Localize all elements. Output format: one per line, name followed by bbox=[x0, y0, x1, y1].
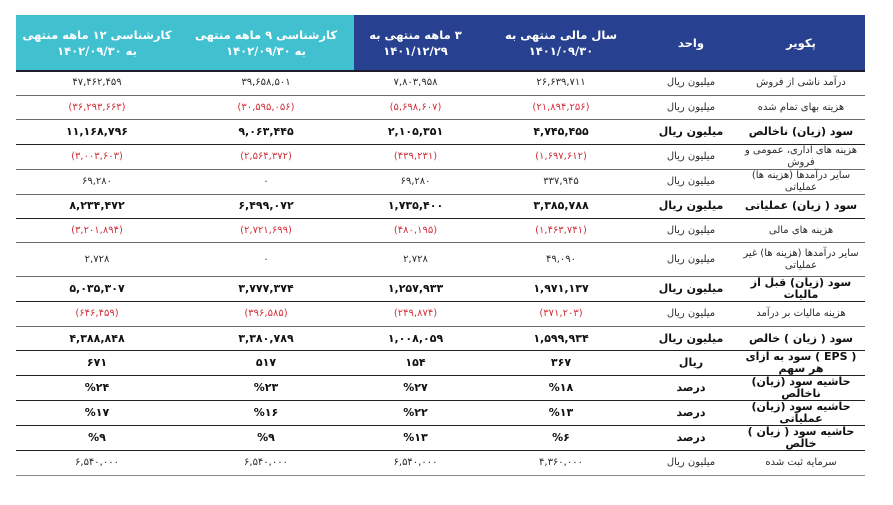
row-unit: میلیون ریال bbox=[645, 169, 737, 194]
row-value-negative: (۳۰,۵۹۵,۰۵۶) bbox=[178, 95, 354, 119]
row-value: ۲,۷۲۸ bbox=[16, 243, 178, 277]
table-row-margin bbox=[16, 376, 865, 401]
row-item: سود ( زیان) عملیاتی bbox=[737, 194, 865, 218]
row-value: ۴۹,۰۹۰ bbox=[477, 243, 645, 277]
row-item: ( EPS ) سود به ازای هر سهم bbox=[737, 351, 865, 376]
row-value: %۱۶ bbox=[178, 401, 354, 426]
row-item: سایر درآمدها (هزینه ها) عملیاتی bbox=[737, 169, 865, 194]
table-row-margin bbox=[16, 401, 865, 426]
row-unit: میلیون ریال bbox=[645, 71, 737, 95]
header-12-month-estimate bbox=[16, 15, 178, 71]
row-item: درآمد ناشی از فروش bbox=[737, 71, 865, 95]
row-value: ۶,۵۴۰,۰۰۰ bbox=[16, 451, 178, 475]
header-row bbox=[16, 15, 865, 71]
row-value: ۴۷,۴۶۲,۴۵۹ bbox=[16, 71, 178, 95]
header-3-month bbox=[354, 15, 477, 71]
row-value: ۰ bbox=[178, 243, 354, 277]
row-value: %۱۸ bbox=[477, 376, 645, 401]
header-3-month-line1: ۳ ماهه منتهی به bbox=[369, 27, 462, 42]
header-item-label: پکویر bbox=[786, 35, 816, 50]
row-value: ۵۱۷ bbox=[178, 351, 354, 376]
table-row-eps bbox=[16, 351, 865, 376]
row-unit: میلیون ریال bbox=[645, 120, 737, 144]
row-value-negative: (۶۴۶,۴۵۹) bbox=[16, 302, 178, 326]
row-value-negative: (۱,۶۹۷,۶۱۲) bbox=[477, 144, 645, 169]
row-item: سایر درآمدها (هزینه ها) غیر عملیاتی bbox=[737, 243, 865, 277]
row-value-negative: (۳۶,۲۹۳,۶۶۳) bbox=[16, 95, 178, 119]
row-value-negative: (۲۴۹,۸۷۴) bbox=[354, 302, 477, 326]
row-value: ۴,۷۴۵,۴۵۵ bbox=[477, 120, 645, 144]
row-item: هزینه مالیات بر درآمد bbox=[737, 302, 865, 326]
row-unit: ریال bbox=[645, 351, 737, 376]
table-row-subtotal bbox=[16, 120, 865, 144]
row-value: ۳۹,۶۵۸,۵۰۱ bbox=[178, 71, 354, 95]
row-value: ۱,۷۳۵,۴۰۰ bbox=[354, 194, 477, 218]
row-value: ۲۶,۶۳۹,۷۱۱ bbox=[477, 71, 645, 95]
row-value: %۹ bbox=[178, 426, 354, 451]
row-unit: میلیون ریال bbox=[645, 277, 737, 302]
row-value: %۲۴ bbox=[16, 376, 178, 401]
row-value: ۳,۷۷۷,۳۷۴ bbox=[178, 277, 354, 302]
header-item bbox=[737, 15, 865, 71]
row-value: ۹,۰۶۳,۴۴۵ bbox=[178, 120, 354, 144]
row-value-negative: (۲۱,۸۹۴,۲۵۶) bbox=[477, 95, 645, 119]
row-value: ۳۳۷,۹۴۵ bbox=[477, 169, 645, 194]
row-value-negative: (۴۳۹,۲۳۱) bbox=[354, 144, 477, 169]
row-item: حاشیه سود ( زیان ) خالص bbox=[737, 426, 865, 451]
row-value-negative: (۳,۲۰۱,۸۹۴) bbox=[16, 219, 178, 243]
row-value: ۷,۸۰۳,۹۵۸ bbox=[354, 71, 477, 95]
table-row bbox=[16, 302, 865, 326]
header-9-month-line1: کارشناسی ۹ ماهه منتهی bbox=[194, 27, 338, 42]
row-value: %۱۳ bbox=[354, 426, 477, 451]
header-12-month-date: به ۱۴۰۲/۰۹/۳۰ bbox=[57, 43, 137, 58]
row-item: هزینه های اداری، عمومی و فروش bbox=[737, 144, 865, 169]
row-item: سود (زیان) قبل از مالیات bbox=[737, 277, 865, 302]
row-unit: درصد bbox=[645, 376, 737, 401]
table-row bbox=[16, 95, 865, 119]
row-item: سود (زیان) ناخالص bbox=[737, 120, 865, 144]
row-value-negative: (۳,۰۰۳,۶۰۳) bbox=[16, 144, 178, 169]
table-header bbox=[16, 15, 865, 71]
row-value: ۶۷۱ bbox=[16, 351, 178, 376]
row-item: حاشیه سود (زیان) ناخالص bbox=[737, 376, 865, 401]
row-unit: میلیون ریال bbox=[645, 219, 737, 243]
row-value-negative: (۳۷۱,۲۰۳) bbox=[477, 302, 645, 326]
row-item: حاشیه سود (زیان) عملیاتی bbox=[737, 401, 865, 426]
row-value-negative: (۳۹۶,۵۸۵) bbox=[178, 302, 354, 326]
header-unit-label: واحد bbox=[677, 35, 705, 50]
row-value: ۲,۷۲۸ bbox=[354, 243, 477, 277]
row-value: ۴,۳۸۸,۸۴۸ bbox=[16, 326, 178, 350]
row-value: ۱۵۴ bbox=[354, 351, 477, 376]
row-unit: میلیون ریال bbox=[645, 326, 737, 350]
row-value: %۲۲ bbox=[354, 401, 477, 426]
header-fiscal-year bbox=[477, 15, 645, 71]
row-value: ۳,۳۸۵,۷۸۸ bbox=[477, 194, 645, 218]
header-9-month-estimate bbox=[178, 15, 354, 71]
row-value: ۱,۲۵۷,۹۳۳ bbox=[354, 277, 477, 302]
row-value-negative: (۵,۶۹۸,۶۰۷) bbox=[354, 95, 477, 119]
header-3-month-date: ۱۴۰۱/۱۲/۲۹ bbox=[383, 43, 448, 58]
row-value: ۴,۳۶۰,۰۰۰ bbox=[477, 451, 645, 475]
row-value: %۶ bbox=[477, 426, 645, 451]
row-value: ۱,۹۷۱,۱۳۷ bbox=[477, 277, 645, 302]
row-value-negative: (۱,۴۶۳,۷۴۱) bbox=[477, 219, 645, 243]
row-value: %۱۷ bbox=[16, 401, 178, 426]
row-value: ۱,۰۰۸,۰۵۹ bbox=[354, 326, 477, 350]
row-item: هزینه های مالی bbox=[737, 219, 865, 243]
row-value-negative: (۲,۷۲۱,۶۹۹) bbox=[178, 219, 354, 243]
row-value-negative: (۲,۵۶۴,۳۷۲) bbox=[178, 144, 354, 169]
table-row-margin bbox=[16, 426, 865, 451]
row-unit: میلیون ریال bbox=[645, 194, 737, 218]
row-item: هزینه بهای تمام شده bbox=[737, 95, 865, 119]
table-body bbox=[16, 71, 865, 475]
row-value: %۹ bbox=[16, 426, 178, 451]
table-row bbox=[16, 219, 865, 243]
header-unit bbox=[645, 15, 737, 71]
row-value: ۱۱,۱۶۸,۷۹۶ bbox=[16, 120, 178, 144]
row-unit: میلیون ریال bbox=[645, 451, 737, 475]
row-value-negative: (۴۸۰,۱۹۵) bbox=[354, 219, 477, 243]
row-unit: درصد bbox=[645, 401, 737, 426]
row-value: ۰ bbox=[178, 169, 354, 194]
row-value: ۶,۵۴۰,۰۰۰ bbox=[354, 451, 477, 475]
row-value: ۸,۲۳۴,۴۷۲ bbox=[16, 194, 178, 218]
row-value: ۶۹,۲۸۰ bbox=[354, 169, 477, 194]
row-value: ۶۹,۲۸۰ bbox=[16, 169, 178, 194]
header-fiscal-year-line1: سال مالی منتهی به bbox=[504, 27, 618, 42]
header-fiscal-year-date: ۱۴۰۱/۰۹/۳۰ bbox=[528, 43, 594, 58]
row-value: ۳۶۷ bbox=[477, 351, 645, 376]
row-value: %۱۳ bbox=[477, 401, 645, 426]
header-9-month-date: به ۱۴۰۲/۰۹/۳۰ bbox=[226, 43, 306, 58]
table-row bbox=[16, 169, 865, 194]
row-value: %۲۷ bbox=[354, 376, 477, 401]
row-item: سرمایه ثبت شده bbox=[737, 451, 865, 475]
row-value: ۵,۰۳۵,۳۰۷ bbox=[16, 277, 178, 302]
header-12-month-line1: کارشناسی ۱۲ ماهه منتهی bbox=[22, 27, 172, 42]
table-row bbox=[16, 144, 865, 169]
table-row-subtotal bbox=[16, 194, 865, 218]
row-value: ۶,۴۹۹,۰۷۲ bbox=[178, 194, 354, 218]
income-statement-table bbox=[16, 15, 865, 476]
row-unit: میلیون ریال bbox=[645, 144, 737, 169]
row-unit: میلیون ریال bbox=[645, 302, 737, 326]
row-item: سود ( زیان ) خالص bbox=[737, 326, 865, 350]
row-value: %۲۳ bbox=[178, 376, 354, 401]
table-row bbox=[16, 71, 865, 95]
table-row bbox=[16, 451, 865, 475]
row-value: ۶,۵۴۰,۰۰۰ bbox=[178, 451, 354, 475]
financial-table-container bbox=[16, 15, 865, 476]
row-unit: درصد bbox=[645, 426, 737, 451]
row-unit: میلیون ریال bbox=[645, 243, 737, 277]
table-row-subtotal bbox=[16, 326, 865, 350]
row-value: ۳,۳۸۰,۷۸۹ bbox=[178, 326, 354, 350]
row-unit: میلیون ریال bbox=[645, 95, 737, 119]
table-row bbox=[16, 243, 865, 277]
row-value: ۱,۵۹۹,۹۳۴ bbox=[477, 326, 645, 350]
row-value: ۲,۱۰۵,۳۵۱ bbox=[354, 120, 477, 144]
table-row-subtotal bbox=[16, 277, 865, 302]
